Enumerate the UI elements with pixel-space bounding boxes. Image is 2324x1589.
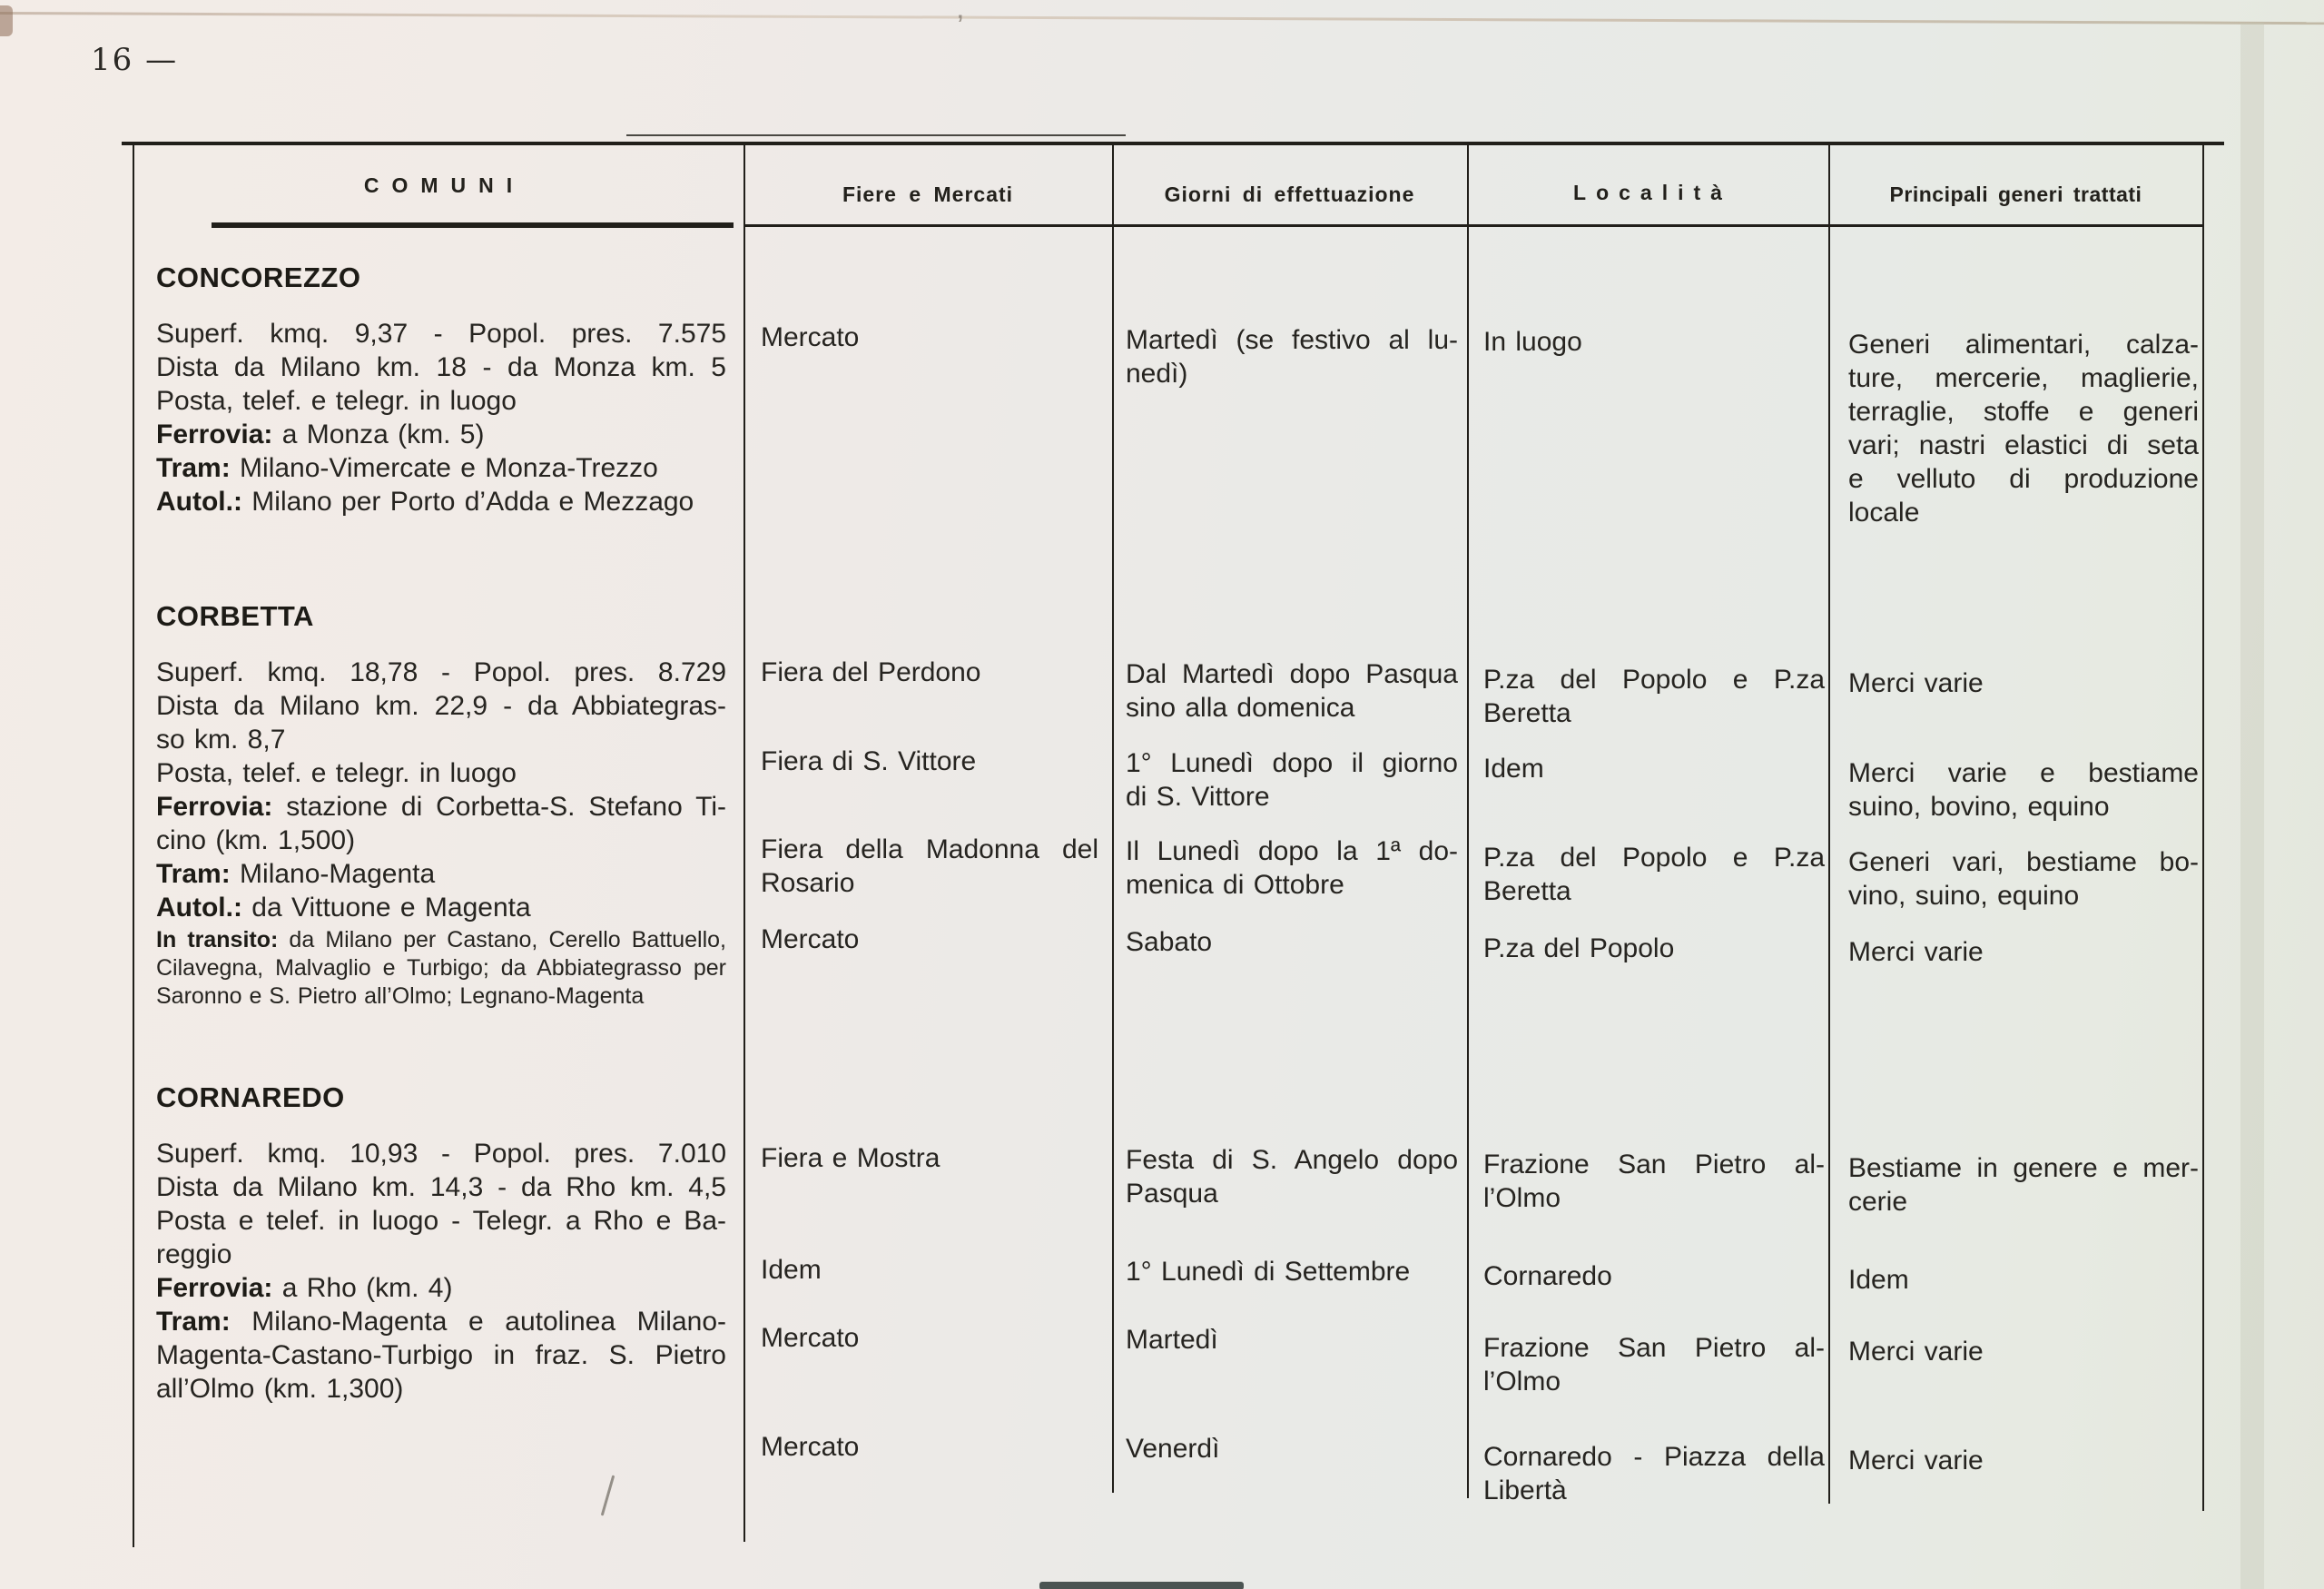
column-header-giorni: Giorni di effettuazione <box>1164 183 1415 206</box>
cell-generi: Merci varie <box>1848 1446 1984 1476</box>
table-border-right <box>2202 143 2204 1511</box>
header-underline-fiere <box>743 224 1112 227</box>
page-top-edge <box>0 12 2324 25</box>
comune-info: Superf. kmq. 10,93 - Popol. pres. 7.010 Dista da Milano km. 14,3 - da Rho km. 4,5 Posta e telef. in luogo - Telegr. a Rho e Ba- reggio Ferrovia: a Rho (km. 4) Tram: Milano-Magenta e autolinea Milano- Magenta-Castano-Turbigo in fraz. S. Pietro all’Olmo (km. 1,300) <box>156 1139 726 1404</box>
cell-localita: Frazione San Pietro al- l’Olmo <box>1483 1333 1825 1397</box>
column-header-comuni: COMUNI <box>363 173 526 197</box>
cell-generi: Idem <box>1848 1265 1909 1295</box>
cell-giorni: Il Lunedì dopo la 1ª do- menica di Ottobre <box>1126 836 1458 900</box>
cell-giorni: Sabato <box>1126 927 1213 957</box>
cell-generi: Merci varie <box>1848 937 1984 967</box>
cell-localita: Cornaredo <box>1483 1261 1612 1291</box>
cell-giorni: Festa di S. Angelo dopo Pasqua <box>1126 1145 1458 1209</box>
comune-name: CORBETTA <box>156 600 314 632</box>
header-underline-comuni <box>212 222 734 228</box>
column-divider-2 <box>1112 143 1114 1493</box>
cell-localita: P.za del Popolo <box>1483 933 1675 963</box>
table-border-left <box>133 143 134 1547</box>
column-header-fiere: Fiere e Mercati <box>842 183 1014 206</box>
comune-info: Superf. kmq. 9,37 - Popol. pres. 7.575 Dista da Milano km. 18 - da Monza km. 5 Posta, telef. e telegr. in luogo Ferrovia: a Monza (km. 5) Tram: Milano-Vimercate e Monza-Trezzo Autol.: Milano per Porto d’Adda e Mezzago <box>156 319 726 517</box>
cell-fiera: Fiera di S. Vittore <box>761 746 977 776</box>
column-divider-1 <box>743 143 745 1542</box>
column-header-generi: Principali generi trattati <box>1889 183 2142 206</box>
cell-generi: Merci varie <box>1848 1337 1984 1367</box>
cell-localita: Idem <box>1483 754 1544 784</box>
cell-localita: In luogo <box>1483 327 1582 357</box>
header-underline-localita <box>1467 224 1828 227</box>
cell-fiera: Idem <box>761 1255 822 1285</box>
cell-localita: P.za del Popolo e P.za Beretta <box>1483 665 1825 728</box>
comune-transito: In transito: da Milano per Castano, Cerello Battuello, Cilavegna, Malvaglio e Turbigo; da Abbiategrasso per Saronno e S. Pietro all’Olmo; Legnano-Magenta <box>156 927 726 1009</box>
cell-fiera: Mercato <box>761 1432 860 1462</box>
comune-name: CORNAREDO <box>156 1081 345 1113</box>
column-divider-3 <box>1467 143 1469 1498</box>
page-corner-mark <box>0 5 13 36</box>
cell-giorni: Venerdì <box>1126 1434 1220 1464</box>
cell-localita: P.za del Popolo e P.za Beretta <box>1483 843 1825 906</box>
table-top-rule <box>122 142 2224 145</box>
header-underline-giorni <box>1112 224 1467 227</box>
bottom-scan-mark <box>1039 1582 1244 1589</box>
cell-localita: Cornaredo - Piazza della Libertà <box>1483 1442 1825 1505</box>
page-number: 16 — <box>91 42 179 78</box>
cell-giorni: 1° Lunedì di Settembre <box>1126 1257 1411 1287</box>
cell-generi: Merci varie e bestiame suino, bovino, equino <box>1848 758 2199 822</box>
cell-fiera: Fiera e Mostra <box>761 1143 940 1173</box>
cell-fiera: Fiera del Perdono <box>761 657 981 687</box>
table-top-rule-double <box>626 134 1126 136</box>
cell-generi: Bestiame in genere e mer- cerie <box>1848 1153 2199 1217</box>
cell-fiera: Fiera della Madonna del Rosario <box>761 834 1098 898</box>
comune-info: Superf. kmq. 18,78 - Popol. pres. 8.729 Dista da Milano km. 22,9 - da Abbiategras- so km. 8,7 Posta, telef. e telegr. in luogo Ferrovia: stazione di Corbetta-S. Stefano Ti- cino (km. 1,500) Tram: Milano-Magenta Autol.: da Vittuone e Magenta <box>156 657 726 923</box>
cell-fiera: Mercato <box>761 1323 860 1353</box>
header-underline-generi <box>1828 224 2203 227</box>
column-divider-4 <box>1828 143 1830 1504</box>
cell-giorni: Martedì (se festivo al lu- nedì) <box>1126 325 1458 389</box>
cell-localita: Frazione San Pietro al- l’Olmo <box>1483 1150 1825 1213</box>
cell-giorni: Martedì <box>1126 1325 1218 1355</box>
cell-giorni: 1° Lunedì dopo il giorno di S. Vittore <box>1126 748 1458 812</box>
cell-giorni: Dal Martedì dopo Pasqua sino alla domenica <box>1126 659 1458 723</box>
cell-fiera: Mercato <box>761 924 860 954</box>
comune-name: CONCOREZZO <box>156 262 361 293</box>
cell-fiera: Mercato <box>761 322 860 352</box>
stray-slash-mark <box>601 1475 615 1515</box>
stray-tick-mark: ’ <box>957 9 964 44</box>
column-header-localita: Località <box>1573 181 1732 204</box>
cell-generi: Merci varie <box>1848 668 1984 698</box>
page-right-edge-shadow <box>2240 23 2264 1589</box>
cell-generi: Generi alimentari, calza- ture, mercerie, maglierie, terraglie, stoffe e generi vari; nastri elastici di seta e velluto di produzione locale <box>1848 330 2199 528</box>
cell-generi: Generi vari, bestiame bo- vino, suino, equino <box>1848 847 2199 911</box>
